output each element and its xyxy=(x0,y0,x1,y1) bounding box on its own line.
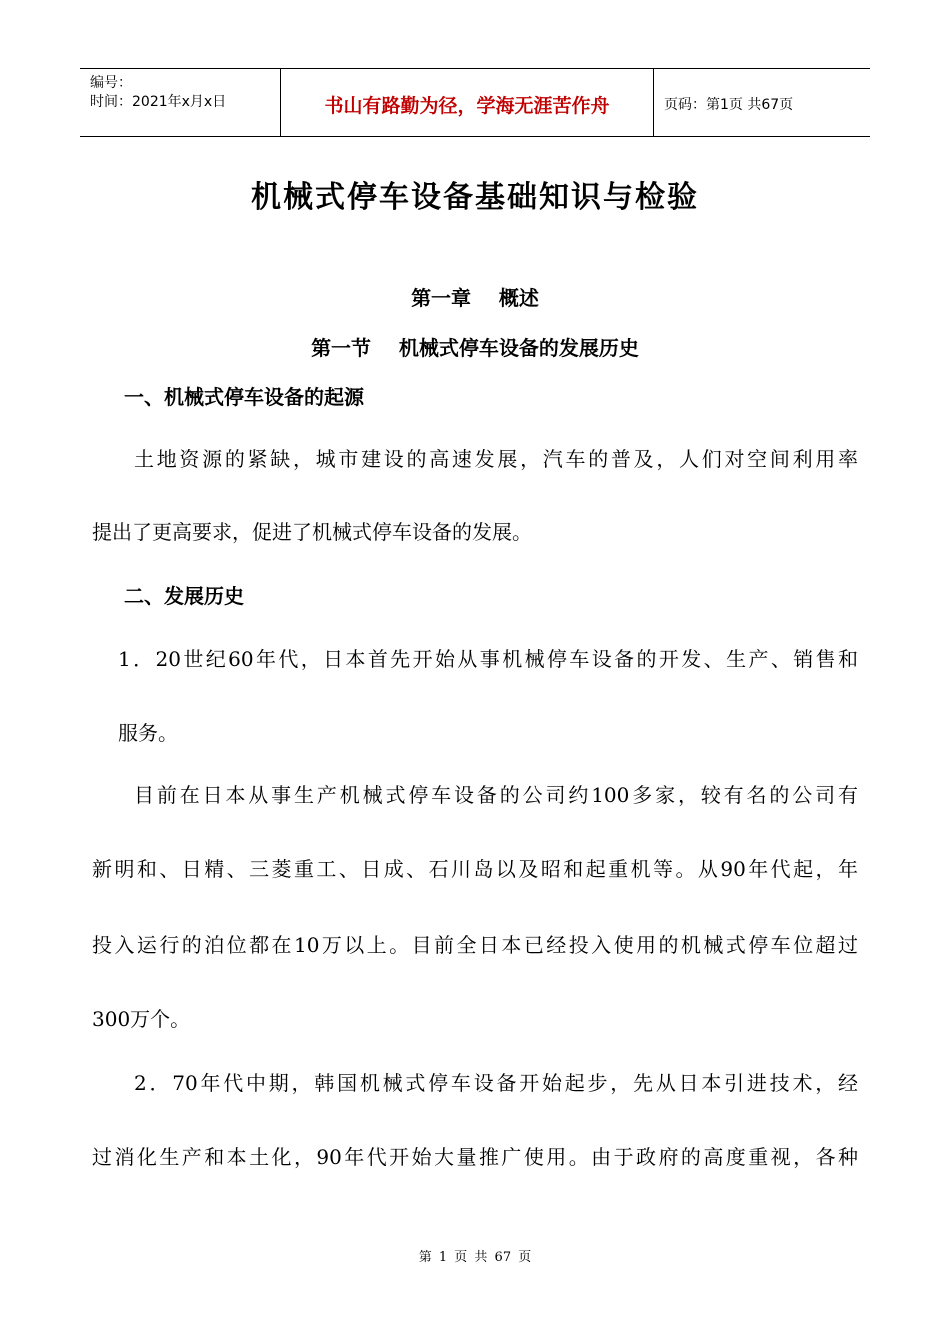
header-left-cell xyxy=(80,69,281,136)
paragraph-line: 土地资源的紧缺，城市建设的高速发展，汽车的普及，人们对空间利用率 xyxy=(134,447,858,471)
document-time-label: 时间：2021年x月x日 xyxy=(90,94,227,110)
paragraph-line: 300万个。 xyxy=(92,1007,191,1031)
header-page-info: 页码：第1页 共67页 xyxy=(664,97,794,113)
header-motto-cell xyxy=(281,69,654,136)
paragraph-line: 提出了更高要求，促进了机械式停车设备的发展。 xyxy=(92,520,532,544)
header-page-cell xyxy=(654,69,870,136)
paragraph-line: 1．20世纪60年代，日本首先开始从事机械停车设备的开发、生产、销售和 xyxy=(118,647,858,671)
document-title: 机械式停车设备基础知识与检验 xyxy=(251,180,699,215)
paragraph-line: 投入运行的泊位都在10万以上。目前全日本已经投入使用的机械式停车位超过 xyxy=(92,933,858,957)
subsection-heading-origin: 一、机械式停车设备的起源 xyxy=(124,385,364,409)
subsection-heading-history: 二、发展历史 xyxy=(124,584,244,608)
paragraph-line: 服务。 xyxy=(118,721,178,745)
paragraph-line: 过消化生产和本土化，90年代开始大量推广使用。由于政府的高度重视，各种 xyxy=(92,1145,858,1169)
header-motto: 书山有路勤为径，学海无涯苦作舟 xyxy=(324,95,610,117)
chapter-heading: 第一章 概述 xyxy=(411,286,539,310)
paragraph-line: 新明和、日精、三菱重工、日成、石川岛以及昭和起重机等。从90年代起，年 xyxy=(92,857,858,881)
document-number-label: 编号： xyxy=(90,75,132,91)
paragraph-line: 目前在日本从事生产机械式停车设备的公司约100多家，较有名的公司有 xyxy=(134,783,858,807)
page-footer: 第 1 页 共 67 页 xyxy=(418,1250,532,1265)
section-heading: 第一节 机械式停车设备的发展历史 xyxy=(311,336,639,360)
paragraph-line: 2．70年代中期，韩国机械式停车设备开始起步，先从日本引进技术，经 xyxy=(134,1071,858,1095)
page-header xyxy=(80,68,870,137)
